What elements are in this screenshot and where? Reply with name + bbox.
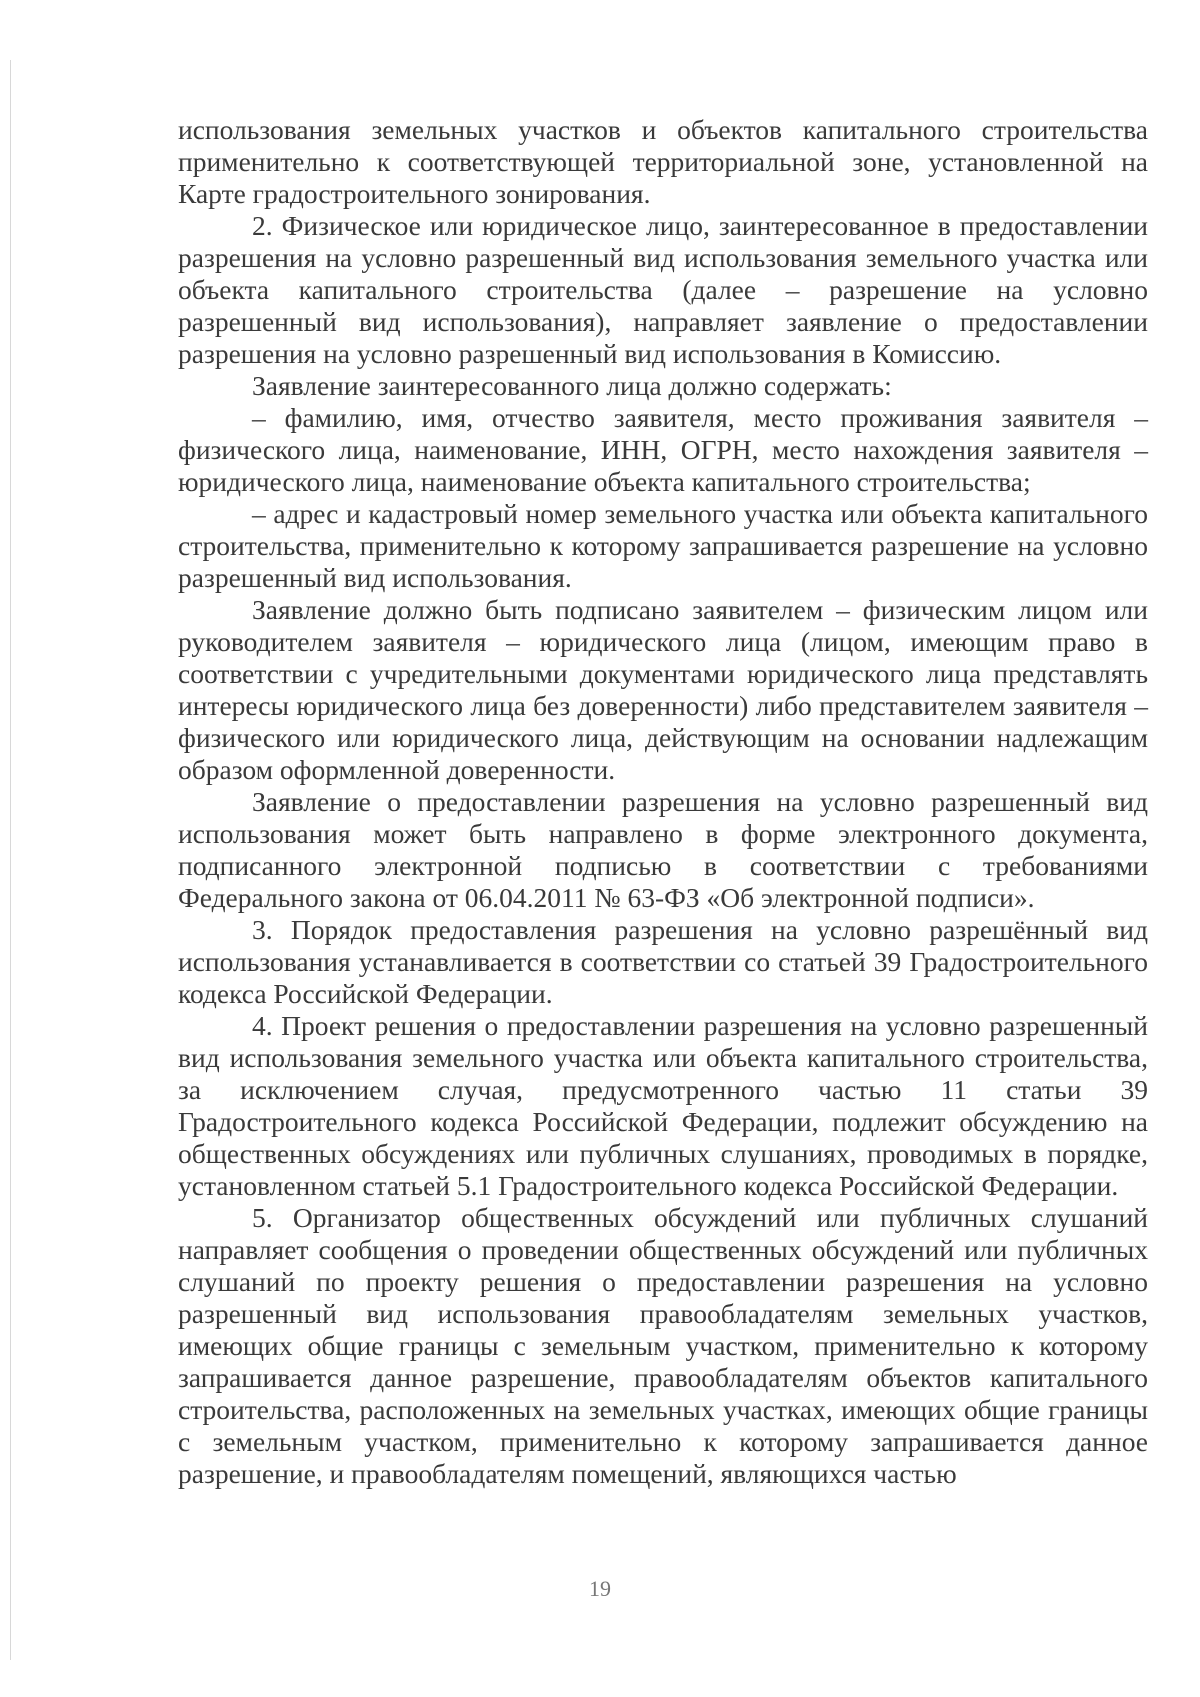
page-number: 19 — [589, 1576, 611, 1601]
list-item-dash-1: – фамилию, имя, отчество заявителя, место проживания заявителя – физического лица, наименование, ИНН, ОГРН, место нахождения заявителя – юридического лица, наименование объекта капитального строительства; — [178, 402, 1148, 497]
paragraph-statement-intro: Заявление заинтересованного лица должно содержать: — [252, 370, 892, 401]
list-item-dash-2: – адрес и кадастровый номер земельного участка или объекта капитального строительства, применительно к которому запрашивается разрешение на условно разрешенный вид использования. — [178, 498, 1148, 593]
document-body — [178, 114, 1148, 1490]
paragraph-electronic-submission: Заявление о предоставлении разрешения на условно разрешенный вид использования может быть направлено в форме электронного документа, подписанного электронной подписью в соответствии с требованиями Федерального закона от 06.04.2011 № 63-ФЗ «Об электронной подписи». — [178, 786, 1148, 913]
paragraph-item-3: 3. Порядок предоставления разрешения на условно разрешённый вид использования устанавливается в соответствии со статьей 39 Градостроительного кодекса Российской Федерации. — [178, 914, 1148, 1009]
paragraph-signature-requirements: Заявление должно быть подписано заявителем – физическим лицом или руководителем заявителя – юридического лица (лицом, имеющим право в соответствии с учредительными документами юридического лица представлять интересы юридического лица без доверенности) либо представителем заявителя – физического или юридического лица, действующим на основании надлежащим образом оформленной доверенности. — [178, 594, 1148, 785]
paragraph-item-5: 5. Организатор общественных обсуждений или публичных слушаний направляет сообщения о проведении общественных обсуждений или публичных слушаний по проекту решения о предоставлении разрешения на условно разрешенный вид использования правообладателям земельных участков, имеющих общие границы с земельным участком, применительно к которому запрашивается данное разрешение, правообладателям объектов капитального строительства, расположенных на земельных участках, имеющих общие границы с земельным участком, применительно к которому запрашивается данное разрешение, и правообладателям помещений, являющихся частью — [178, 1202, 1148, 1489]
scan-edge-line — [10, 60, 11, 1660]
paragraph-continuation: использования земельных участков и объектов капитального строительства применительно к соответствующей территориальной зоне, установленной на Карте градостроительного зонирования. — [178, 114, 1148, 209]
paragraph-item-2: 2. Физическое или юридическое лицо, заинтересованное в предоставлении разрешения на условно разрешенный вид использования земельного участка или объекта капитального строительства (далее – разрешение на условно разрешенный вид использования), направляет заявление о предоставлении разрешения на условно разрешенный вид использования в Комиссию. — [178, 210, 1148, 369]
paragraph-item-4: 4. Проект решения о предоставлении разрешения на условно разрешенный вид использования земельного участка или объекта капитального строительства, за исключением случая, предусмотренного частью 11 статьи 39 Градостроительного кодекса Российской Федерации, подлежит обсуждению на общественных обсуждениях или публичных слушаниях, проводимых в порядке, установленном статьей 5.1 Градостроительного кодекса Российской Федерации. — [178, 1010, 1148, 1201]
